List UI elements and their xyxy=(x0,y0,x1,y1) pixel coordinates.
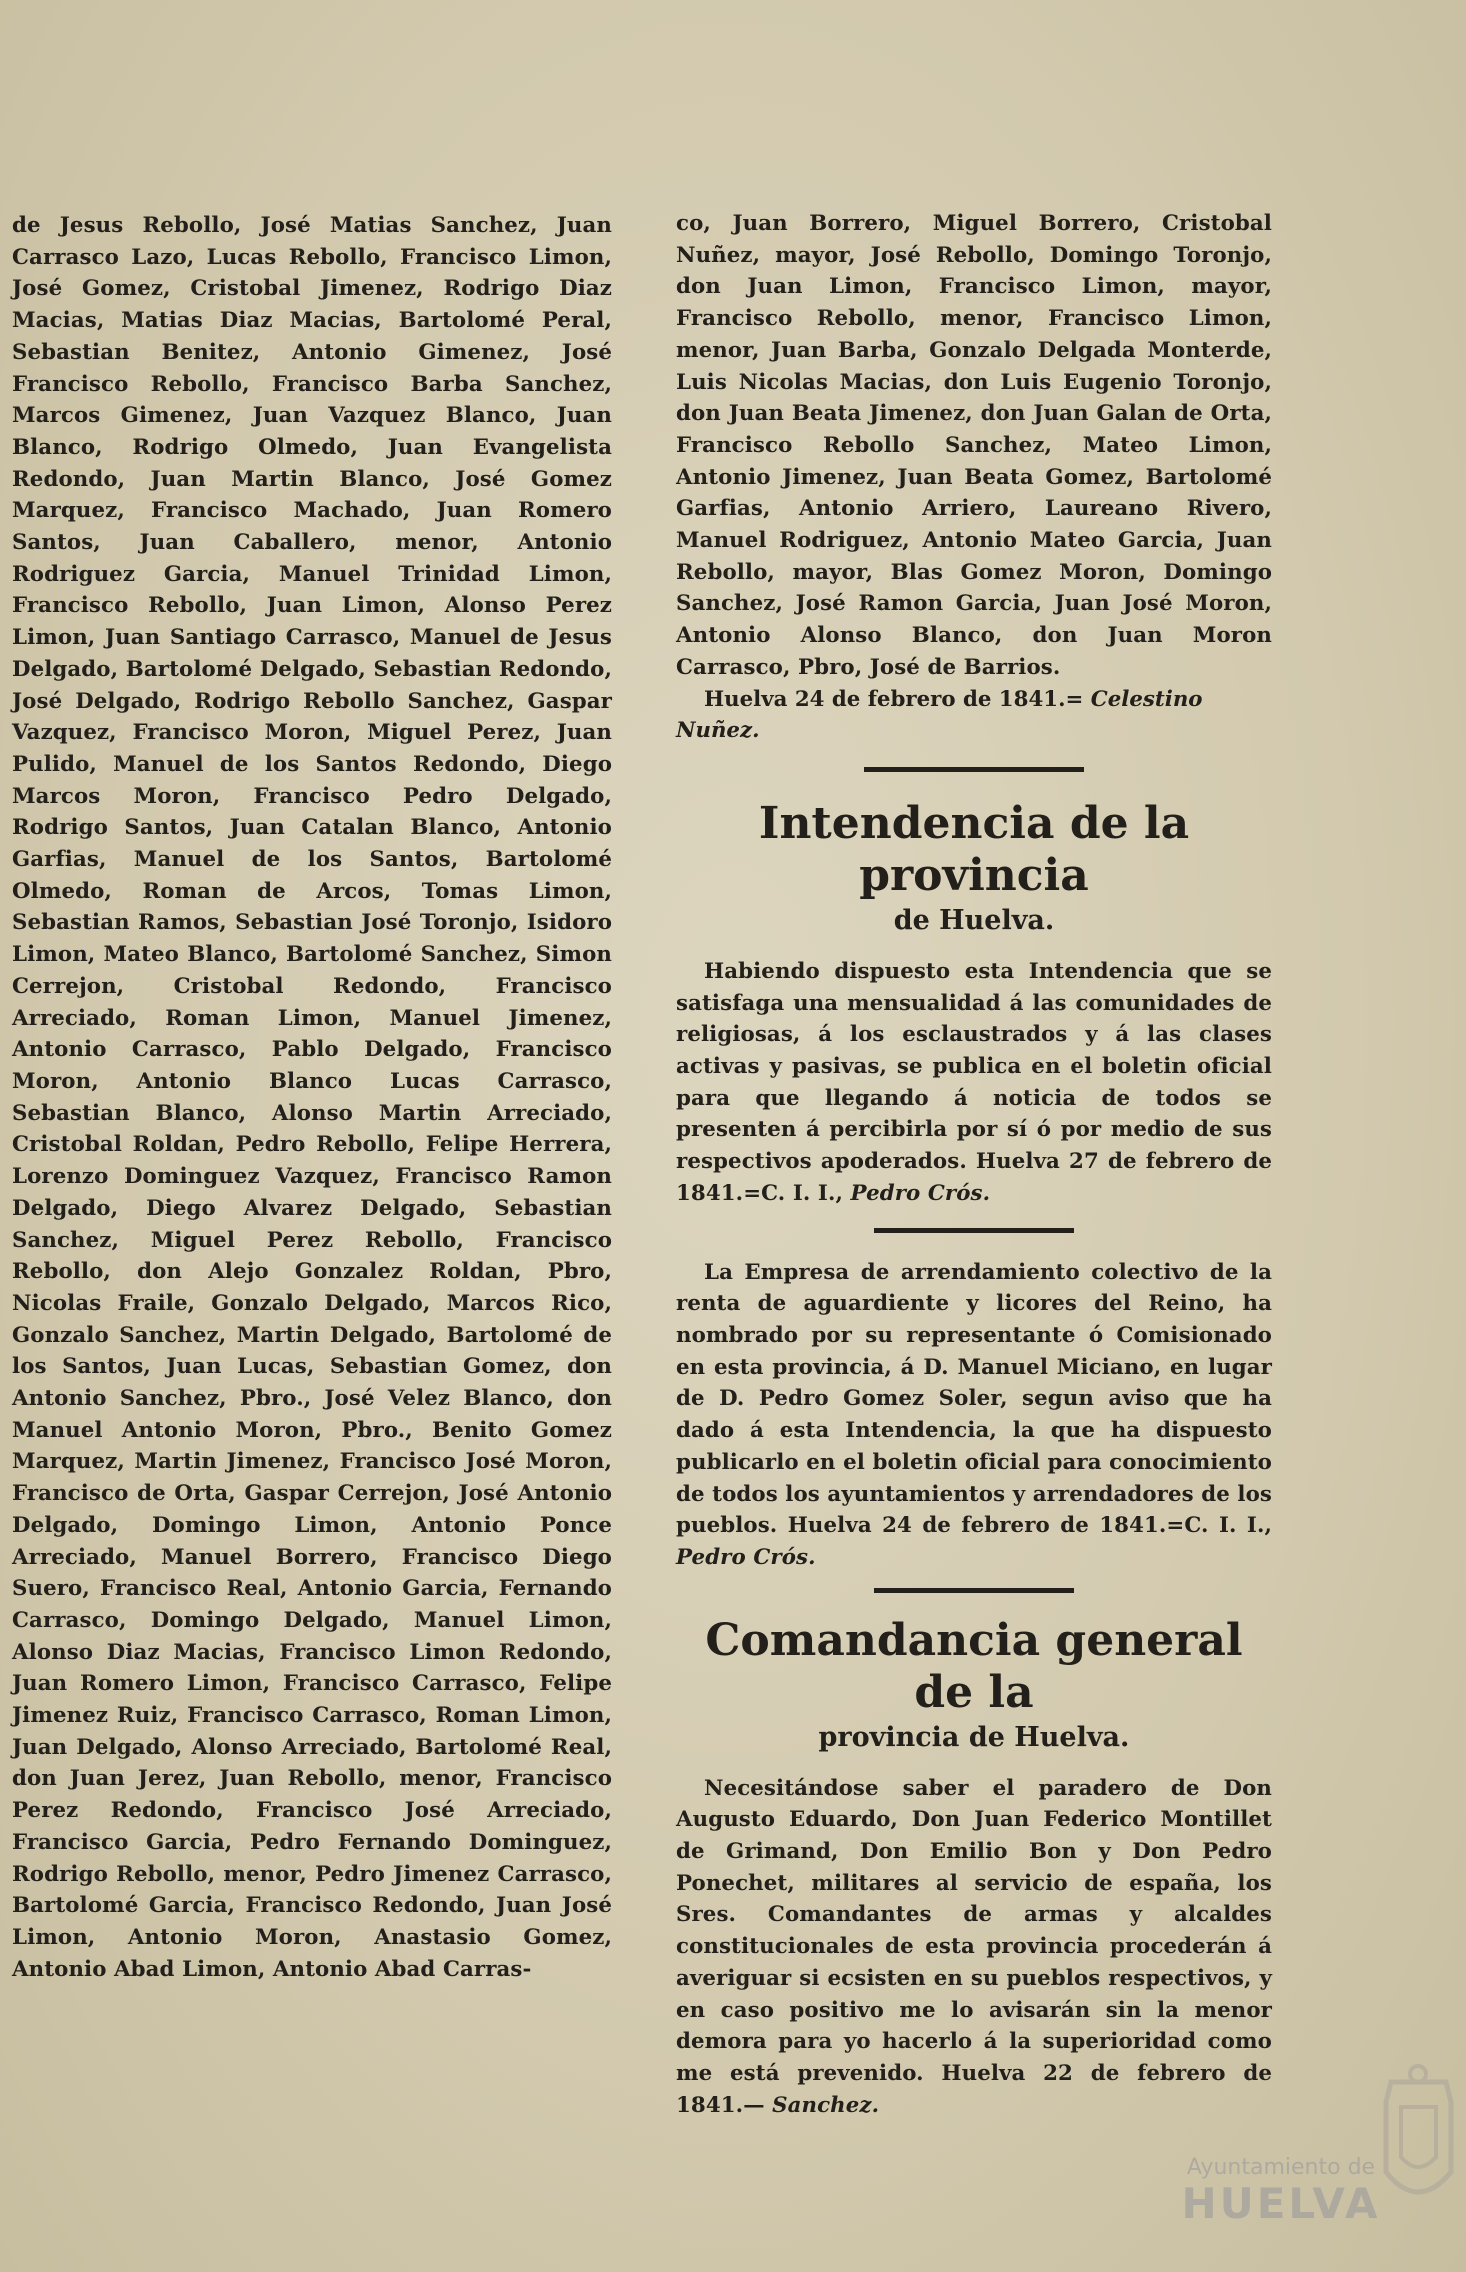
section-subtitle-intendencia: de Huelva. xyxy=(893,904,1055,936)
watermark-line1: Ayuntamiento de xyxy=(1186,2155,1376,2180)
notice-paradero-signature: Sanchez. xyxy=(772,2092,880,2118)
notice-paradero xyxy=(676,1773,1272,2122)
section-title-comandancia: Comandancia general de la xyxy=(705,1614,1243,1718)
dateline-signature xyxy=(676,684,1272,747)
notice-mensualidad-text: Habiendo dispuesto esta Intendencia que se satisfaga una mensualidad á las comunidades de religiosas, á los esclaustrados y á las clases activas y pasivas, se publica en el boletin oficial para que llegando á noticia de todos se presenten á percibirla por sí ó por medio de sus respectivos apoderados. Huelva 27 de febrero de 1841.=C. I. I., xyxy=(676,958,1272,1206)
notice-aguardiente xyxy=(676,1257,1272,1574)
names-list-text: de Jesus Rebollo, José Matias Sanchez, Juan Carrasco Lazo, Lucas Rebollo, Francisco Limon, José Gomez, Cristobal Jimenez, Rodrigo Diaz Macias, Matias Diaz Macias, Bartolomé Peral, Sebastian Benitez, Antonio Gimenez, José Francisco Rebollo, Francisco Barba Sanchez, Marcos Gimenez, Juan Vazquez Blanco, Juan Blanco, Rodrigo Olmedo, Juan Evangelista Redondo, Juan Martin Blanco, José Gomez Marquez, Francisco Machado, Juan Romero Santos, Juan Caballero, menor, Antonio Rodriguez Garcia, Manuel Trinidad Limon, Francisco Rebollo, Juan Limon, Alonso Perez Limon, Juan Santiago Carrasco, Manuel de Jesus Delgado, Bartolomé Delgado, Sebastian Redondo, José Delgado, Rodrigo Rebollo Sanchez, Gaspar Vazquez, Francisco Moron, Miguel Perez, Juan Pulido, Manuel de los Santos Redondo, Diego Marcos Moron, Francisco Pedro Delgado, Rodrigo Santos, Juan Catalan Blanco, Antonio Garfias, Manuel de los Santos, Bartolomé Olmedo, Roman de Arcos, Tomas Limon, Sebastian Ramos, Sebastian José Toronjo, Isidoro Limon, Mateo Blanco, Bartolomé Sanchez, Simon Cerrejon, Cristobal Redondo, Francisco Arreciado, Roman Limon, Manuel Jimenez, Antonio Carrasco, Pablo Delgado, Francisco Moron, Antonio Blanco Lucas Carrasco, Sebastian Blanco, Alonso Martin Arreciado, Cristobal Roldan, Pedro Rebollo, Felipe Herrera, Lorenzo Dominguez Vazquez, Francisco Ramon Delgado, Diego Alvarez Delgado, Sebastian Sanchez, Miguel Perez Rebollo, Francisco Rebollo, don Alejo Gonzalez Roldan, Pbro, Nicolas Fraile, Gonzalo Delgado, Marcos Rico, Gonzalo Sanchez, Martin Delgado, Bartolomé de los Santos, Juan Lucas, Sebastian Gomez, don Antonio Sanchez, Pbro., José Velez Blanco, don Manuel Antonio Moron, Pbro., Benito Gomez Marquez, Martin Jimenez, Francisco José Moron, Francisco de Orta, Gaspar Cerrejon, José Antonio Delgado, Domingo Limon, Antonio Ponce Arreciado, Manuel Borrero, Francisco Diego Suero, Francisco Real, Antonio Garcia, Fernando Carrasco, Domingo Delgado, Manuel Limon, Alonso Diaz Macias, Francisco Limon Redondo, Juan Romero Limon, Francisco Carrasco, Felipe Jimenez Ruiz, Francisco Carrasco, Roman Limon, Juan Delgado, Alonso Arreciado, Bartolomé Real, don Juan Jerez, Juan Rebollo, menor, Francisco Perez Redondo, Francisco José Arreciado, Francisco Garcia, Pedro Fernando Dominguez, Rodrigo Rebollo, menor, Pedro Jimenez Carrasco, Bartolomé Garcia, Francisco Redondo, Juan José Limon, Antonio Moron, Anastasio Gomez, Antonio Abad Limon, Antonio Abad Carras- xyxy=(12,213,612,1982)
section-divider xyxy=(874,1588,1074,1593)
right-column xyxy=(676,208,1272,2121)
notice-aguardiente-signature: Pedro Crós. xyxy=(676,1544,816,1570)
notice-divider xyxy=(874,1228,1074,1233)
notice-paradero-text: Necesitándose saber el paradero de Don Augusto Eduardo, Don Juan Federico Montillet de Grimand, Don Emilio Bon y Don Pedro Ponechet, militares al servicio de españa, los Sres. Comandantes de armas y alcaldes constitucionales de esta provincia procederán á averiguar si ecsisten en su pueblos respectivos, y en caso positivo me lo avisarán sin la menor demora para yo hacerlo á la superioridad como me está prevenido. Huelva 22 de febrero de 1841.— xyxy=(676,1775,1272,2118)
notice-aguardiente-text: La Empresa de arrendamiento colectivo de la renta de aguardiente y licores del Reino, ha nombrado por su representante ó Comisionado en esta provincia, á D. Manuel Miciano, en lugar de D. Pedro Gomez Soler, segun aviso que ha dado á esta Intendencia, la que ha dispuesto publicarlo en el boletin oficial para conocimiento de todos los ayuntamientos y arrendadores de los pueblos. Huelva 24 de febrero de 1841.=C. I. I., xyxy=(676,1259,1272,1539)
names-list-continuation: co, Juan Borrero, Miguel Borrero, Cristobal Nuñez, mayor, José Rebollo, Domingo Toronjo, don Juan Limon, Francisco Limon, mayor, Francisco Rebollo, menor, Francisco Limon, menor, Juan Barba, Gonzalo Delgada Monterde, Luis Nicolas Macias, don Luis Eugenio Toronjo, don Juan Beata Jimenez, don Juan Galan de Orta, Francisco Rebollo Sanchez, Mateo Limon, Antonio Jimenez, Juan Beata Gomez, Bartolomé Garfias, Antonio Arriero, Laureano Rivero, Manuel Rodriguez, Antonio Mateo Garcia, Juan Rebollo, mayor, Blas Gomez Moron, Domingo Sanchez, José Ramon Garcia, Juan José Moron, Antonio Alonso Blanco, don Juan Moron Carrasco, Pbro, José de Barrios. xyxy=(676,211,1272,680)
section-divider xyxy=(864,767,1084,772)
notice-mensualidad-signature: Pedro Crós. xyxy=(850,1180,991,1206)
watermark-line2: HUELVA xyxy=(1181,2179,1381,2228)
section-title-intendencia: Intendencia de la provincia xyxy=(758,797,1190,901)
section-subtitle-comandancia: provincia de Huelva. xyxy=(818,1721,1130,1753)
watermark xyxy=(1176,2155,1386,2227)
notice-mensualidad xyxy=(676,956,1272,1210)
signature: Celestino Nuñez. xyxy=(676,686,1203,744)
dateline: Huelva 24 de febrero de 1841.= xyxy=(704,686,1084,712)
left-column xyxy=(12,210,612,1985)
